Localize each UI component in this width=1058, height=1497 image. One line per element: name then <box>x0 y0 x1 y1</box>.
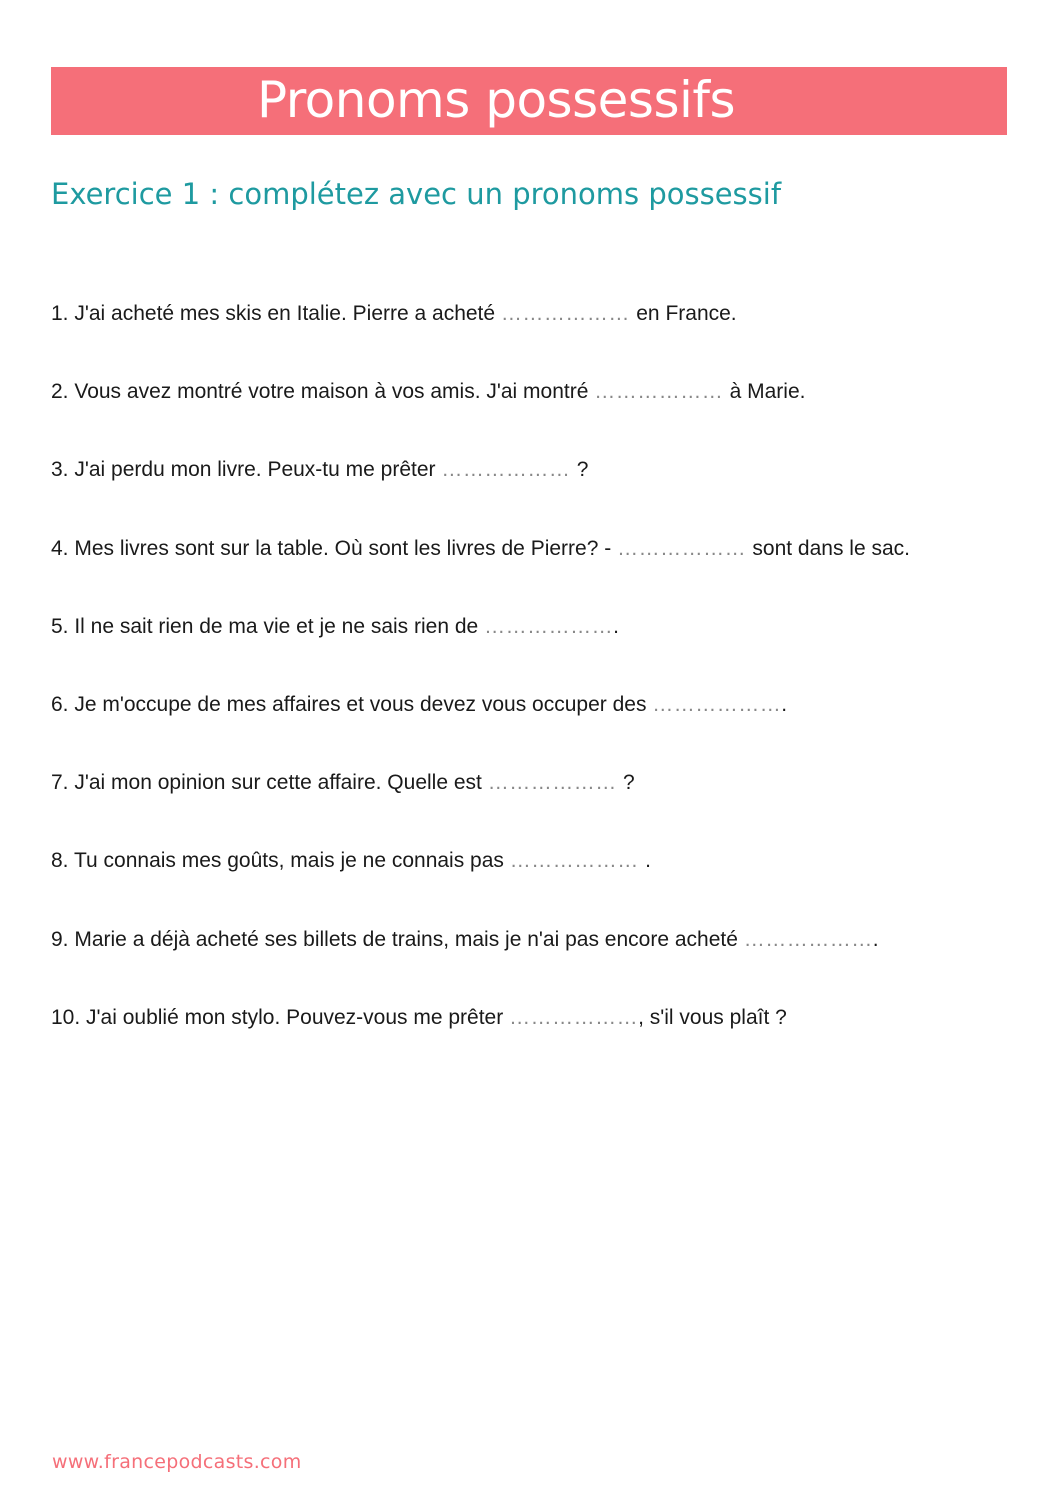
question-text-end: . <box>645 849 651 873</box>
question-text-end: sont dans le sac. <box>752 536 910 560</box>
question-1 <box>51 296 910 374</box>
question-text-end: , s'il vous plaît ? <box>638 1005 787 1029</box>
question-4 <box>51 531 910 609</box>
question-text-end: ? <box>576 458 589 482</box>
question-text: 8. Tu connais mes goûts, mais je ne connais pas <box>51 849 510 873</box>
answer-blank: ……………… <box>617 536 753 560</box>
question-text-end: . <box>872 927 879 951</box>
answer-blank: ……………… <box>743 927 873 951</box>
question-text: 4. Mes livres sont sur la table. Où sont les livres de Pierre? - <box>51 536 618 560</box>
question-9 <box>51 922 910 1000</box>
answer-blank: ……………… <box>509 1005 639 1029</box>
question-text: 7. J'ai mon opinion sur cette affaire. Quelle est <box>51 771 488 795</box>
question-text: 9. Marie a déjà acheté ses billets de trains, mais je n'ai pas encore acheté <box>51 927 744 951</box>
page-title: Pronoms possessifs <box>256 71 736 129</box>
answer-blank: ……………… <box>487 771 624 795</box>
question-text-end: . <box>781 692 788 716</box>
question-2 <box>51 374 910 452</box>
question-text-end: ? <box>623 771 635 795</box>
question-text: 5. Il ne sait rien de ma vie et je ne sais rien de <box>51 614 485 638</box>
question-text: 2. Vous avez montré votre maison à vos amis. J'ai montré <box>51 380 595 404</box>
question-text: 10. J'ai oublié mon stylo. Pouvez-vous me prêter <box>51 1005 510 1029</box>
footer-url: www.francepodcasts.com <box>52 1451 302 1473</box>
answer-blank: ……………… <box>484 614 614 638</box>
question-5 <box>51 609 910 687</box>
answer-blank: ……………… <box>441 458 577 482</box>
question-10 <box>51 1000 910 1078</box>
answer-blank: ……………… <box>594 380 730 404</box>
question-8 <box>51 843 910 921</box>
question-text-end: . <box>613 614 619 638</box>
exercise-heading: Exercice 1 : complétez avec un pronoms possessif <box>51 177 782 211</box>
question-text: 1. J'ai acheté mes skis en Italie. Pierre a acheté <box>51 302 501 325</box>
question-3 <box>51 452 910 530</box>
answer-blank: ……………… <box>652 692 782 716</box>
title-banner <box>51 67 1007 135</box>
question-list <box>51 296 910 1078</box>
question-text-end: en France. <box>636 302 737 325</box>
question-6 <box>51 687 910 765</box>
answer-blank: ……………… <box>500 302 637 325</box>
question-text-end: à Marie. <box>729 380 806 404</box>
question-7 <box>51 765 910 843</box>
question-text: 6. Je m'occupe de mes affaires et vous devez vous occuper des <box>51 692 653 716</box>
question-text: 3. J'ai perdu mon livre. Peux-tu me prêter <box>51 458 442 482</box>
answer-blank: ……………… <box>509 849 646 873</box>
